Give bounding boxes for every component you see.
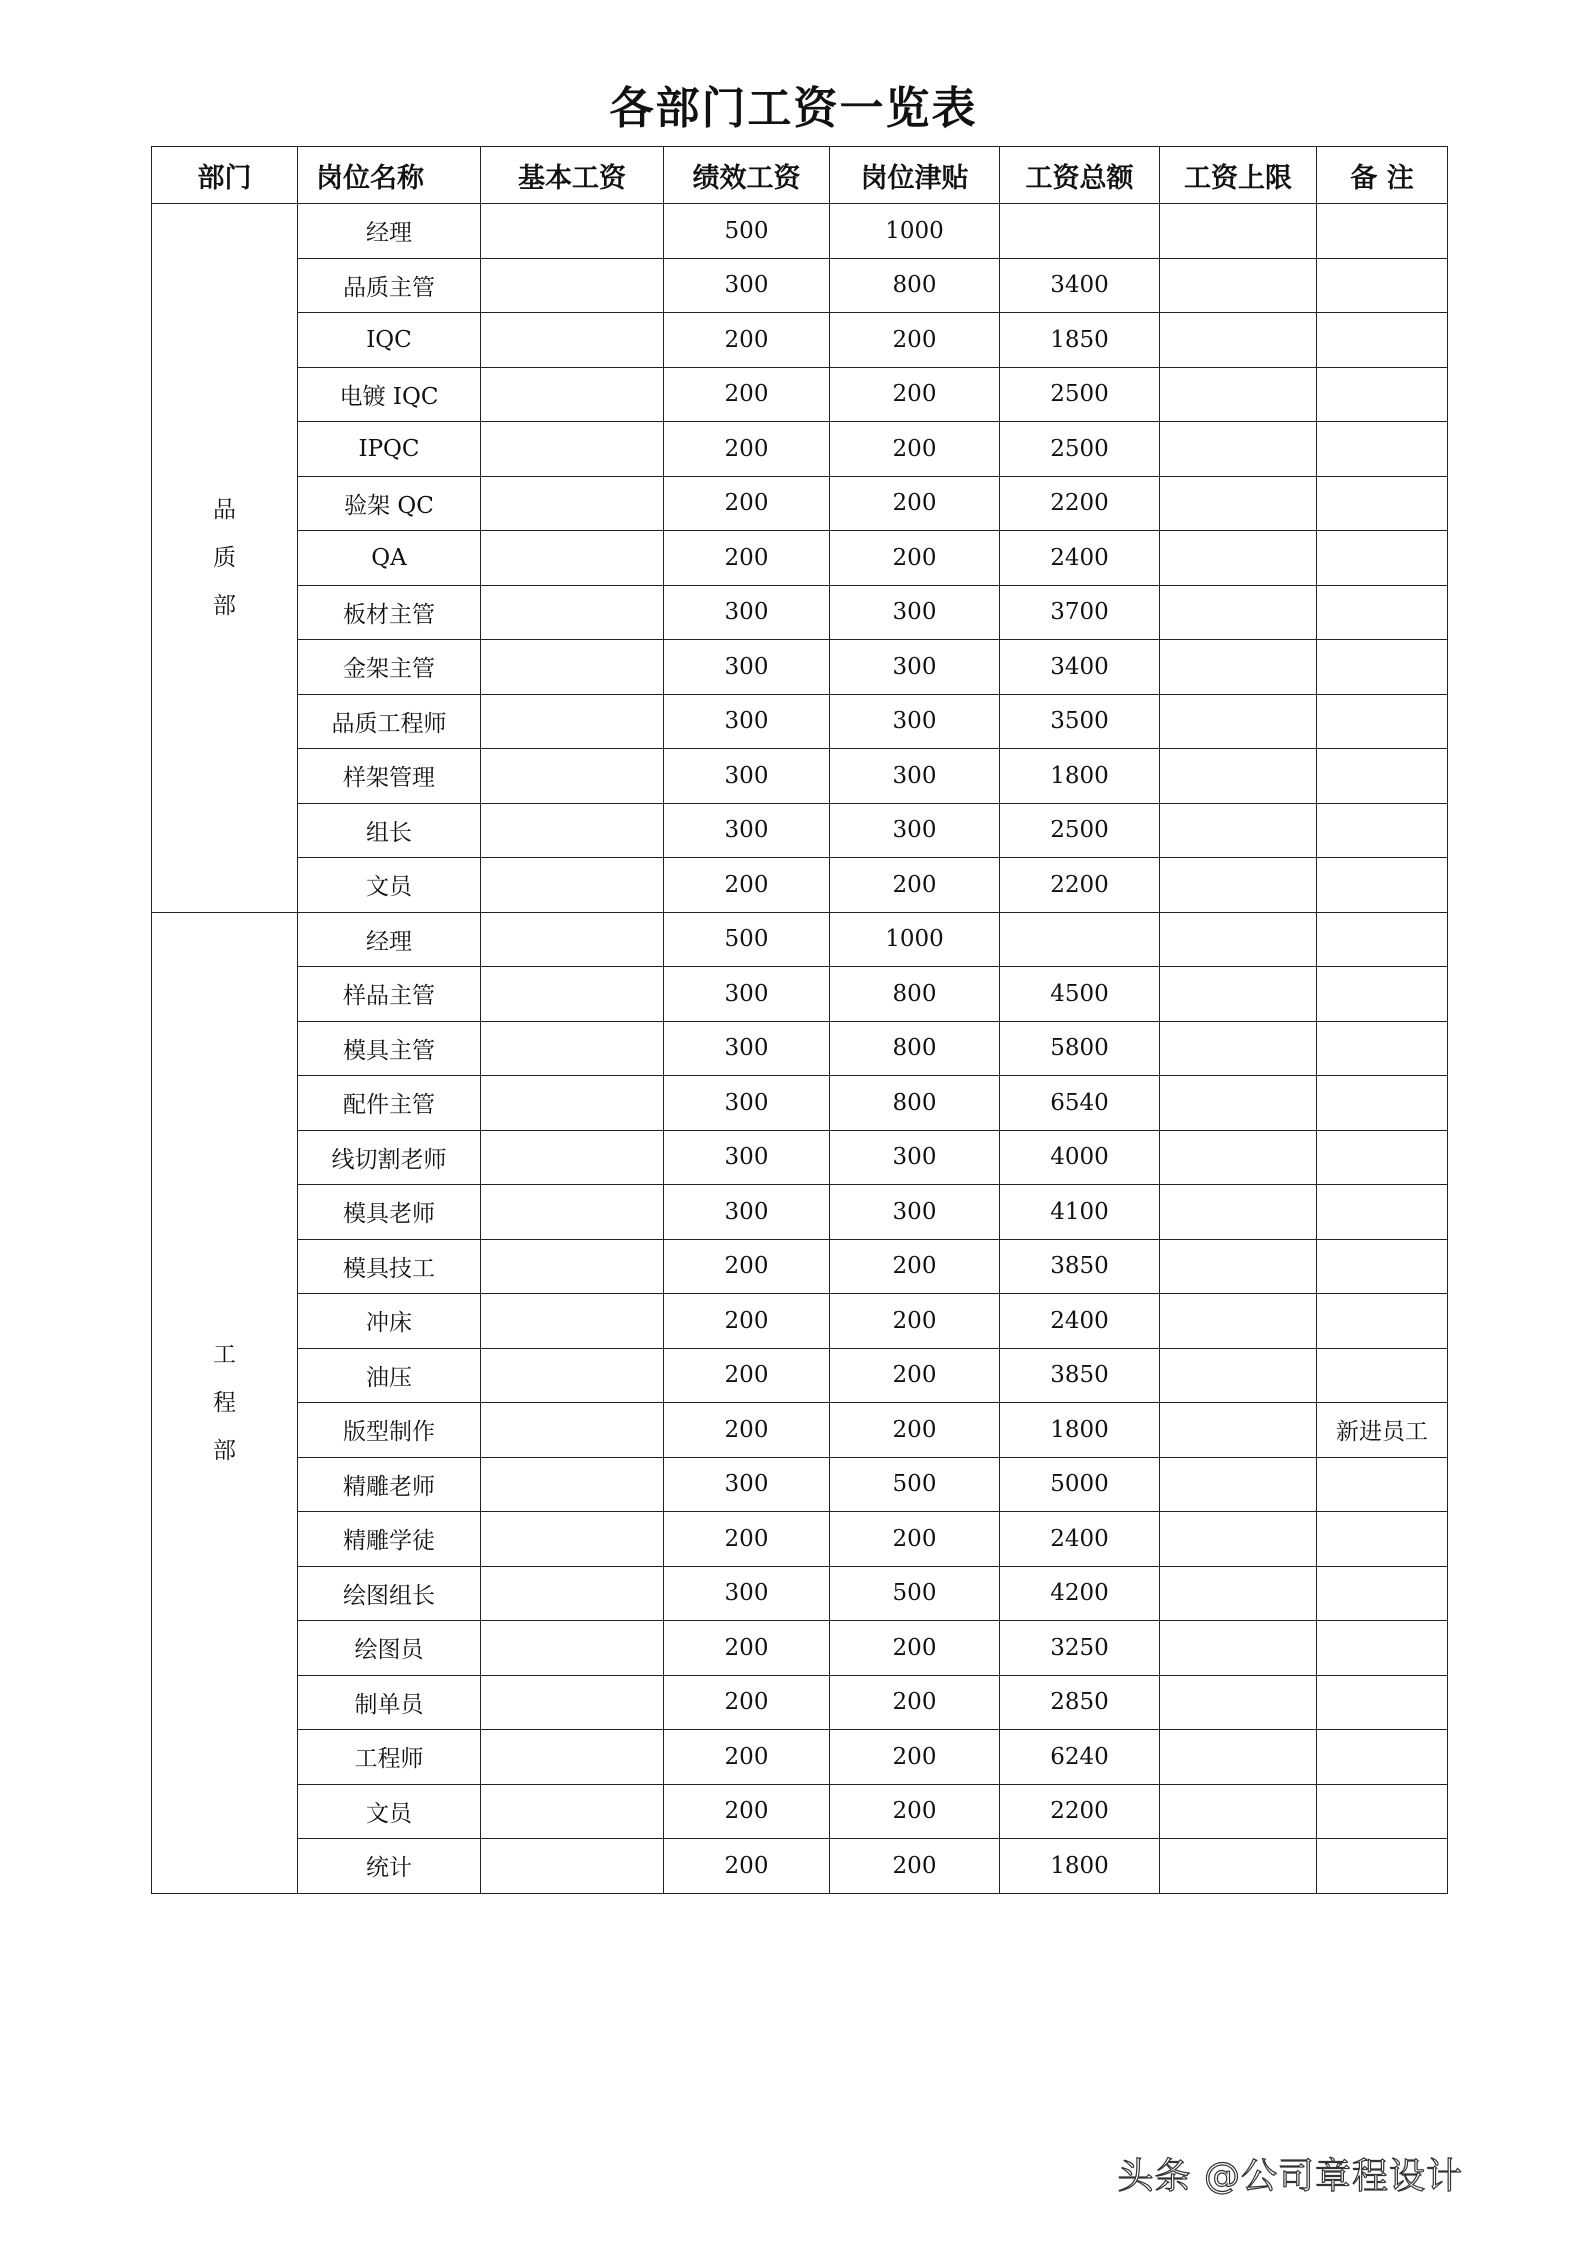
performance-salary-cell: 200: [664, 531, 830, 586]
note-cell: [1317, 1784, 1448, 1839]
table-row: [152, 476, 1448, 531]
header-position-allowance: 岗位津贴: [830, 147, 1000, 204]
salary-cap-cell: [1160, 1239, 1317, 1294]
note-cell: [1317, 1239, 1448, 1294]
base-salary-cell: [481, 1348, 664, 1403]
table-row: [152, 1675, 1448, 1730]
department-name: 品质部: [213, 496, 236, 619]
base-salary-cell: [481, 367, 664, 422]
total-salary-cell: 4100: [1000, 1185, 1160, 1240]
total-salary-cell: 1850: [1000, 313, 1160, 368]
table-row: [152, 1239, 1448, 1294]
position-cell: 精雕学徒: [298, 1512, 481, 1567]
position-allowance-cell: 800: [830, 967, 1000, 1022]
table-row: [152, 1130, 1448, 1185]
note-cell: [1317, 967, 1448, 1022]
position-cell: 品质工程师: [298, 694, 481, 749]
performance-salary-cell: 200: [664, 1348, 830, 1403]
table-row: [152, 694, 1448, 749]
position-cell: 品质主管: [298, 258, 481, 313]
salary-cap-cell: [1160, 1130, 1317, 1185]
performance-salary-cell: 300: [664, 1021, 830, 1076]
header-performance-salary: 绩效工资: [664, 147, 830, 204]
table-row: [152, 1566, 1448, 1621]
performance-salary-cell: 200: [664, 367, 830, 422]
base-salary-cell: [481, 1294, 664, 1349]
total-salary-cell: 2400: [1000, 1294, 1160, 1349]
note-cell: [1317, 1621, 1448, 1676]
salary-cap-cell: [1160, 1294, 1317, 1349]
performance-salary-cell: 200: [664, 1239, 830, 1294]
total-salary-cell: 2200: [1000, 1784, 1160, 1839]
performance-salary-cell: 300: [664, 1566, 830, 1621]
performance-salary-cell: 200: [664, 313, 830, 368]
total-salary-cell: 3850: [1000, 1239, 1160, 1294]
salary-cap-cell: [1160, 694, 1317, 749]
performance-salary-cell: 300: [664, 640, 830, 695]
total-salary-cell: 4500: [1000, 967, 1160, 1022]
base-salary-cell: [481, 585, 664, 640]
total-salary-cell: [1000, 204, 1160, 259]
note-cell: [1317, 1076, 1448, 1131]
table-row: [152, 367, 1448, 422]
page-title: 各部门工资一览表: [609, 83, 978, 134]
table-row: [152, 258, 1448, 313]
note-cell: [1317, 694, 1448, 749]
table-row: [152, 1621, 1448, 1676]
performance-salary-cell: 200: [664, 858, 830, 913]
performance-salary-cell: 300: [664, 585, 830, 640]
table-row: [152, 585, 1448, 640]
table-row: [152, 1730, 1448, 1785]
salary-cap-cell: [1160, 585, 1317, 640]
position-cell: 经理: [298, 204, 481, 259]
header-total-salary: 工资总额: [1000, 147, 1160, 204]
total-salary-cell: 3400: [1000, 258, 1160, 313]
performance-salary-cell: 300: [664, 967, 830, 1022]
total-salary-cell: [1000, 912, 1160, 967]
base-salary-cell: [481, 1839, 664, 1894]
position-cell: 绘图组长: [298, 1566, 481, 1621]
total-salary-cell: 2200: [1000, 858, 1160, 913]
position-cell: 统计: [298, 1839, 481, 1894]
note-cell: [1317, 1566, 1448, 1621]
table-row: [152, 531, 1448, 586]
performance-salary-cell: 300: [664, 749, 830, 804]
position-allowance-cell: 300: [830, 1185, 1000, 1240]
note-cell: [1317, 422, 1448, 477]
base-salary-cell: [481, 967, 664, 1022]
position-allowance-cell: 200: [830, 1730, 1000, 1785]
total-salary-cell: 5800: [1000, 1021, 1160, 1076]
note-cell: [1317, 585, 1448, 640]
salary-cap-cell: [1160, 1621, 1317, 1676]
salary-cap-cell: [1160, 258, 1317, 313]
base-salary-cell: [481, 912, 664, 967]
position-cell: QA: [298, 531, 481, 586]
performance-salary-cell: 200: [664, 1675, 830, 1730]
total-salary-cell: 3500: [1000, 694, 1160, 749]
position-cell: 电镀 IQC: [298, 367, 481, 422]
table-row: [152, 1076, 1448, 1131]
salary-cap-cell: [1160, 313, 1317, 368]
performance-salary-cell: 200: [664, 1621, 830, 1676]
table-row: [152, 967, 1448, 1022]
performance-salary-cell: 300: [664, 694, 830, 749]
note-cell: [1317, 803, 1448, 858]
position-cell: 样品主管: [298, 967, 481, 1022]
position-allowance-cell: 1000: [830, 204, 1000, 259]
salary-cap-cell: [1160, 967, 1317, 1022]
department-cell: [152, 204, 298, 913]
watermark: 头条 @公司章程设计: [1117, 2156, 1463, 2197]
base-salary-cell: [481, 1130, 664, 1185]
total-salary-cell: 2200: [1000, 476, 1160, 531]
header-department: 部门: [152, 147, 298, 204]
table-row: [152, 749, 1448, 804]
note-cell: [1317, 1512, 1448, 1567]
department-name: 工程部: [213, 1341, 236, 1464]
position-allowance-cell: 300: [830, 1130, 1000, 1185]
note-cell: [1317, 1185, 1448, 1240]
performance-salary-cell: 300: [664, 1130, 830, 1185]
total-salary-cell: 2400: [1000, 1512, 1160, 1567]
position-allowance-cell: 200: [830, 422, 1000, 477]
position-allowance-cell: 1000: [830, 912, 1000, 967]
position-allowance-cell: 200: [830, 1403, 1000, 1458]
note-cell: [1317, 1294, 1448, 1349]
salary-cap-cell: [1160, 531, 1317, 586]
note-cell: [1317, 1130, 1448, 1185]
table-row: [152, 1512, 1448, 1567]
position-allowance-cell: 200: [830, 531, 1000, 586]
position-allowance-cell: 800: [830, 1076, 1000, 1131]
salary-cap-cell: [1160, 367, 1317, 422]
note-cell: [1317, 476, 1448, 531]
position-allowance-cell: 200: [830, 1239, 1000, 1294]
base-salary-cell: [481, 1403, 664, 1458]
base-salary-cell: [481, 749, 664, 804]
position-cell: 文员: [298, 858, 481, 913]
base-salary-cell: [481, 476, 664, 531]
note-cell: [1317, 1730, 1448, 1785]
position-cell: 文员: [298, 1784, 481, 1839]
table-row: [152, 1185, 1448, 1240]
salary-cap-cell: [1160, 1021, 1317, 1076]
table-row: [152, 858, 1448, 913]
base-salary-cell: [481, 1512, 664, 1567]
base-salary-cell: [481, 1457, 664, 1512]
position-allowance-cell: 300: [830, 694, 1000, 749]
base-salary-cell: [481, 1076, 664, 1131]
performance-salary-cell: 200: [664, 1784, 830, 1839]
position-allowance-cell: 200: [830, 858, 1000, 913]
base-salary-cell: [481, 1784, 664, 1839]
position-allowance-cell: 500: [830, 1457, 1000, 1512]
performance-salary-cell: 200: [664, 1512, 830, 1567]
base-salary-cell: [481, 1566, 664, 1621]
performance-salary-cell: 300: [664, 1185, 830, 1240]
note-cell: [1317, 1021, 1448, 1076]
salary-cap-cell: [1160, 1403, 1317, 1458]
performance-salary-cell: 300: [664, 258, 830, 313]
position-allowance-cell: 200: [830, 367, 1000, 422]
salary-cap-cell: [1160, 1730, 1317, 1785]
note-cell: [1317, 1348, 1448, 1403]
salary-cap-cell: [1160, 1348, 1317, 1403]
base-salary-cell: [481, 531, 664, 586]
performance-salary-cell: 300: [664, 803, 830, 858]
salary-cap-cell: [1160, 912, 1317, 967]
note-cell: [1317, 258, 1448, 313]
header-row: [152, 147, 1448, 204]
table-row: [152, 1457, 1448, 1512]
salary-table: [151, 146, 1448, 1894]
note-cell: [1317, 531, 1448, 586]
total-salary-cell: 4000: [1000, 1130, 1160, 1185]
salary-cap-cell: [1160, 1675, 1317, 1730]
base-salary-cell: [481, 1239, 664, 1294]
table-row: [152, 640, 1448, 695]
header-position: 岗位名称: [298, 147, 481, 204]
performance-salary-cell: 200: [664, 476, 830, 531]
position-cell: 工程师: [298, 1730, 481, 1785]
note-cell: [1317, 858, 1448, 913]
position-cell: 板材主管: [298, 585, 481, 640]
salary-cap-cell: [1160, 1839, 1317, 1894]
position-cell: 版型制作: [298, 1403, 481, 1458]
table-row: [152, 1294, 1448, 1349]
position-allowance-cell: 300: [830, 585, 1000, 640]
table-row: [152, 1839, 1448, 1894]
table-row: [152, 803, 1448, 858]
total-salary-cell: 1800: [1000, 1839, 1160, 1894]
table-row: [152, 1021, 1448, 1076]
position-allowance-cell: 200: [830, 1839, 1000, 1894]
position-cell: 金架主管: [298, 640, 481, 695]
total-salary-cell: 3250: [1000, 1621, 1160, 1676]
position-cell: 经理: [298, 912, 481, 967]
position-allowance-cell: 300: [830, 640, 1000, 695]
position-allowance-cell: 200: [830, 1784, 1000, 1839]
header-base-salary: 基本工资: [481, 147, 664, 204]
note-cell: [1317, 640, 1448, 695]
base-salary-cell: [481, 858, 664, 913]
salary-cap-cell: [1160, 1185, 1317, 1240]
table-row: [152, 1403, 1448, 1458]
position-allowance-cell: 200: [830, 476, 1000, 531]
base-salary-cell: [481, 313, 664, 368]
table-row: [152, 912, 1448, 967]
department-cell: [152, 912, 298, 1893]
table-row: [152, 313, 1448, 368]
header-salary-cap: 工资上限: [1160, 147, 1317, 204]
note-cell: [1317, 1675, 1448, 1730]
note-cell: [1317, 912, 1448, 967]
total-salary-cell: 3850: [1000, 1348, 1160, 1403]
position-cell: 绘图员: [298, 1621, 481, 1676]
salary-cap-cell: [1160, 749, 1317, 804]
performance-salary-cell: 200: [664, 422, 830, 477]
salary-cap-cell: [1160, 858, 1317, 913]
position-allowance-cell: 300: [830, 803, 1000, 858]
total-salary-cell: 2500: [1000, 803, 1160, 858]
position-cell: 模具老师: [298, 1185, 481, 1240]
performance-salary-cell: 200: [664, 1839, 830, 1894]
total-salary-cell: 5000: [1000, 1457, 1160, 1512]
position-allowance-cell: 200: [830, 1621, 1000, 1676]
position-cell: 样架管理: [298, 749, 481, 804]
total-salary-cell: 3400: [1000, 640, 1160, 695]
note-cell: [1317, 367, 1448, 422]
performance-salary-cell: 500: [664, 912, 830, 967]
salary-cap-cell: [1160, 204, 1317, 259]
salary-cap-cell: [1160, 1512, 1317, 1567]
performance-salary-cell: 200: [664, 1730, 830, 1785]
position-cell: 模具主管: [298, 1021, 481, 1076]
total-salary-cell: 1800: [1000, 749, 1160, 804]
salary-cap-cell: [1160, 422, 1317, 477]
note-cell: [1317, 1457, 1448, 1512]
note-cell: [1317, 204, 1448, 259]
note-cell: 新进员工: [1317, 1403, 1448, 1458]
base-salary-cell: [481, 1185, 664, 1240]
salary-cap-cell: [1160, 1784, 1317, 1839]
total-salary-cell: 2850: [1000, 1675, 1160, 1730]
position-cell: 冲床: [298, 1294, 481, 1349]
total-salary-cell: 6240: [1000, 1730, 1160, 1785]
position-cell: 线切割老师: [298, 1130, 481, 1185]
table-body: [152, 204, 1448, 1894]
performance-salary-cell: 500: [664, 204, 830, 259]
position-cell: IPQC: [298, 422, 481, 477]
salary-cap-cell: [1160, 1566, 1317, 1621]
table-row: [152, 1348, 1448, 1403]
salary-cap-cell: [1160, 1076, 1317, 1131]
position-allowance-cell: 800: [830, 258, 1000, 313]
salary-cap-cell: [1160, 640, 1317, 695]
total-salary-cell: 2500: [1000, 367, 1160, 422]
note-cell: [1317, 749, 1448, 804]
position-cell: 油压: [298, 1348, 481, 1403]
position-cell: 验架 QC: [298, 476, 481, 531]
table-row: [152, 422, 1448, 477]
position-cell: 精雕老师: [298, 1457, 481, 1512]
position-allowance-cell: 200: [830, 1294, 1000, 1349]
position-cell: 模具技工: [298, 1239, 481, 1294]
performance-salary-cell: 300: [664, 1076, 830, 1131]
base-salary-cell: [481, 258, 664, 313]
total-salary-cell: 2500: [1000, 422, 1160, 477]
position-allowance-cell: 200: [830, 1675, 1000, 1730]
position-allowance-cell: 500: [830, 1566, 1000, 1621]
performance-salary-cell: 200: [664, 1294, 830, 1349]
total-salary-cell: 2400: [1000, 531, 1160, 586]
table-row: [152, 204, 1448, 259]
note-cell: [1317, 313, 1448, 368]
performance-salary-cell: 200: [664, 1403, 830, 1458]
position-cell: 组长: [298, 803, 481, 858]
base-salary-cell: [481, 1675, 664, 1730]
base-salary-cell: [481, 422, 664, 477]
total-salary-cell: 6540: [1000, 1076, 1160, 1131]
position-allowance-cell: 300: [830, 749, 1000, 804]
note-cell: [1317, 1839, 1448, 1894]
salary-cap-cell: [1160, 1457, 1317, 1512]
salary-cap-cell: [1160, 803, 1317, 858]
performance-salary-cell: 300: [664, 1457, 830, 1512]
base-salary-cell: [481, 1621, 664, 1676]
header-note: 备 注: [1317, 147, 1448, 204]
base-salary-cell: [481, 640, 664, 695]
position-allowance-cell: 800: [830, 1021, 1000, 1076]
total-salary-cell: 3700: [1000, 585, 1160, 640]
total-salary-cell: 1800: [1000, 1403, 1160, 1458]
position-allowance-cell: 200: [830, 1512, 1000, 1567]
base-salary-cell: [481, 803, 664, 858]
base-salary-cell: [481, 204, 664, 259]
table-row: [152, 1784, 1448, 1839]
position-cell: IQC: [298, 313, 481, 368]
total-salary-cell: 4200: [1000, 1566, 1160, 1621]
base-salary-cell: [481, 1021, 664, 1076]
base-salary-cell: [481, 694, 664, 749]
position-allowance-cell: 200: [830, 313, 1000, 368]
salary-cap-cell: [1160, 476, 1317, 531]
base-salary-cell: [481, 1730, 664, 1785]
position-cell: 配件主管: [298, 1076, 481, 1131]
table-header: [152, 147, 1448, 204]
position-cell: 制单员: [298, 1675, 481, 1730]
position-allowance-cell: 200: [830, 1348, 1000, 1403]
